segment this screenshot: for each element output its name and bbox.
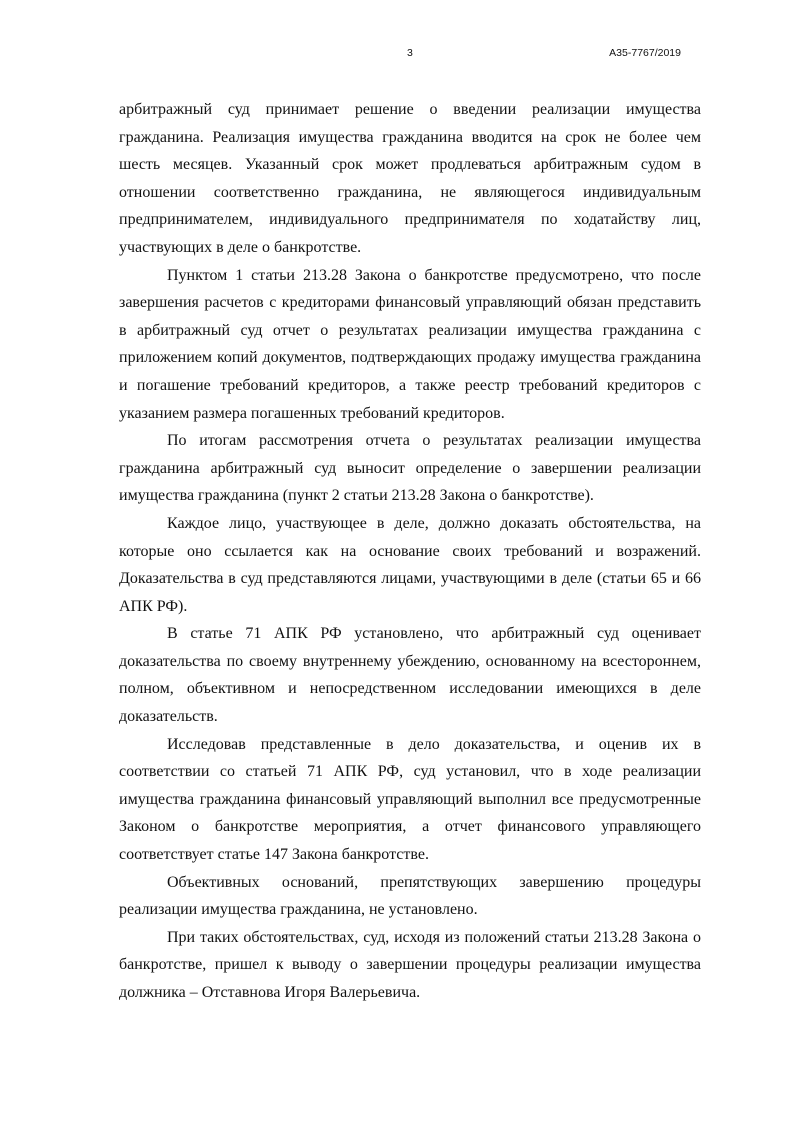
paragraph: Пунктом 1 статьи 213.28 Закона о банкротстве предусмотрено, что после завершения расчетов с кредиторами финансовый управляющий обязан представить в арбитражный суд отчет о результатах реализации имущества гражданина с приложением копий документов, подтверждающих продажу имущества гражданина и погашение требований кредиторов, а также реестр требований кредиторов с указанием размера погашенных требований кредиторов. [119,266,701,422]
paragraph-continuation: арбитражный суд принимает решение о введении реализации имущества гражданина. Реализация имущества гражданина вводится на срок не более чем шесть месяцев. Указанный срок может продлеваться арбитражным судом в отношении соответственно гражданина, не являющегося индивидуальным предпринимателем, индивидуального предпринимателя по ходатайству лиц, участвующих в деле о банкротстве. [119,101,701,256]
paragraph: Каждое лицо, участвующее в деле, должно доказать обстоятельства, на которые оно ссылается как на основание своих требований и возражений. Доказательства в суд представляются лицами, участвующими в деле (статьи 65 и 66 АПК РФ). [119,514,701,615]
case-number: А35-7767/2019 [609,47,681,59]
page-number: 3 [407,47,413,59]
paragraph: При таких обстоятельствах, суд, исходя из положений статьи 213.28 Закона о банкротстве, пришел к выводу о завершении процедуры реализации имущества должника – Отставнова Игоря Валерьевича. [119,928,701,1001]
paragraph: Объективных оснований, препятствующих завершению процедуры реализации имущества гражданина, не установлено. [119,873,701,919]
page-header [0,47,800,63]
paragraph: По итогам рассмотрения отчета о результатах реализации имущества гражданина арбитражный суд выносит определение о завершении реализации имущества гражданина (пункт 2 статьи 213.28 Закона о банкротстве). [119,432,701,505]
paragraph: Исследовав представленные в дело доказательства, и оценив их в соответствии со статьей 71 АПК РФ, суд установил, что в ходе реализации имущества гражданина финансовый управляющий выполнил все предусмотренные Законом о банкротстве мероприятия, а отчет финансового управляющего соответствует статье 147 Закона банкротстве. [119,735,701,864]
document-body [119,96,701,1007]
paragraph: В статье 71 АПК РФ установлено, что арбитражный суд оценивает доказательства по своему внутреннему убеждению, основанному на всестороннем, полном, объективном и непосредственном исследовании имеющихся в деле доказательств. [119,625,701,726]
